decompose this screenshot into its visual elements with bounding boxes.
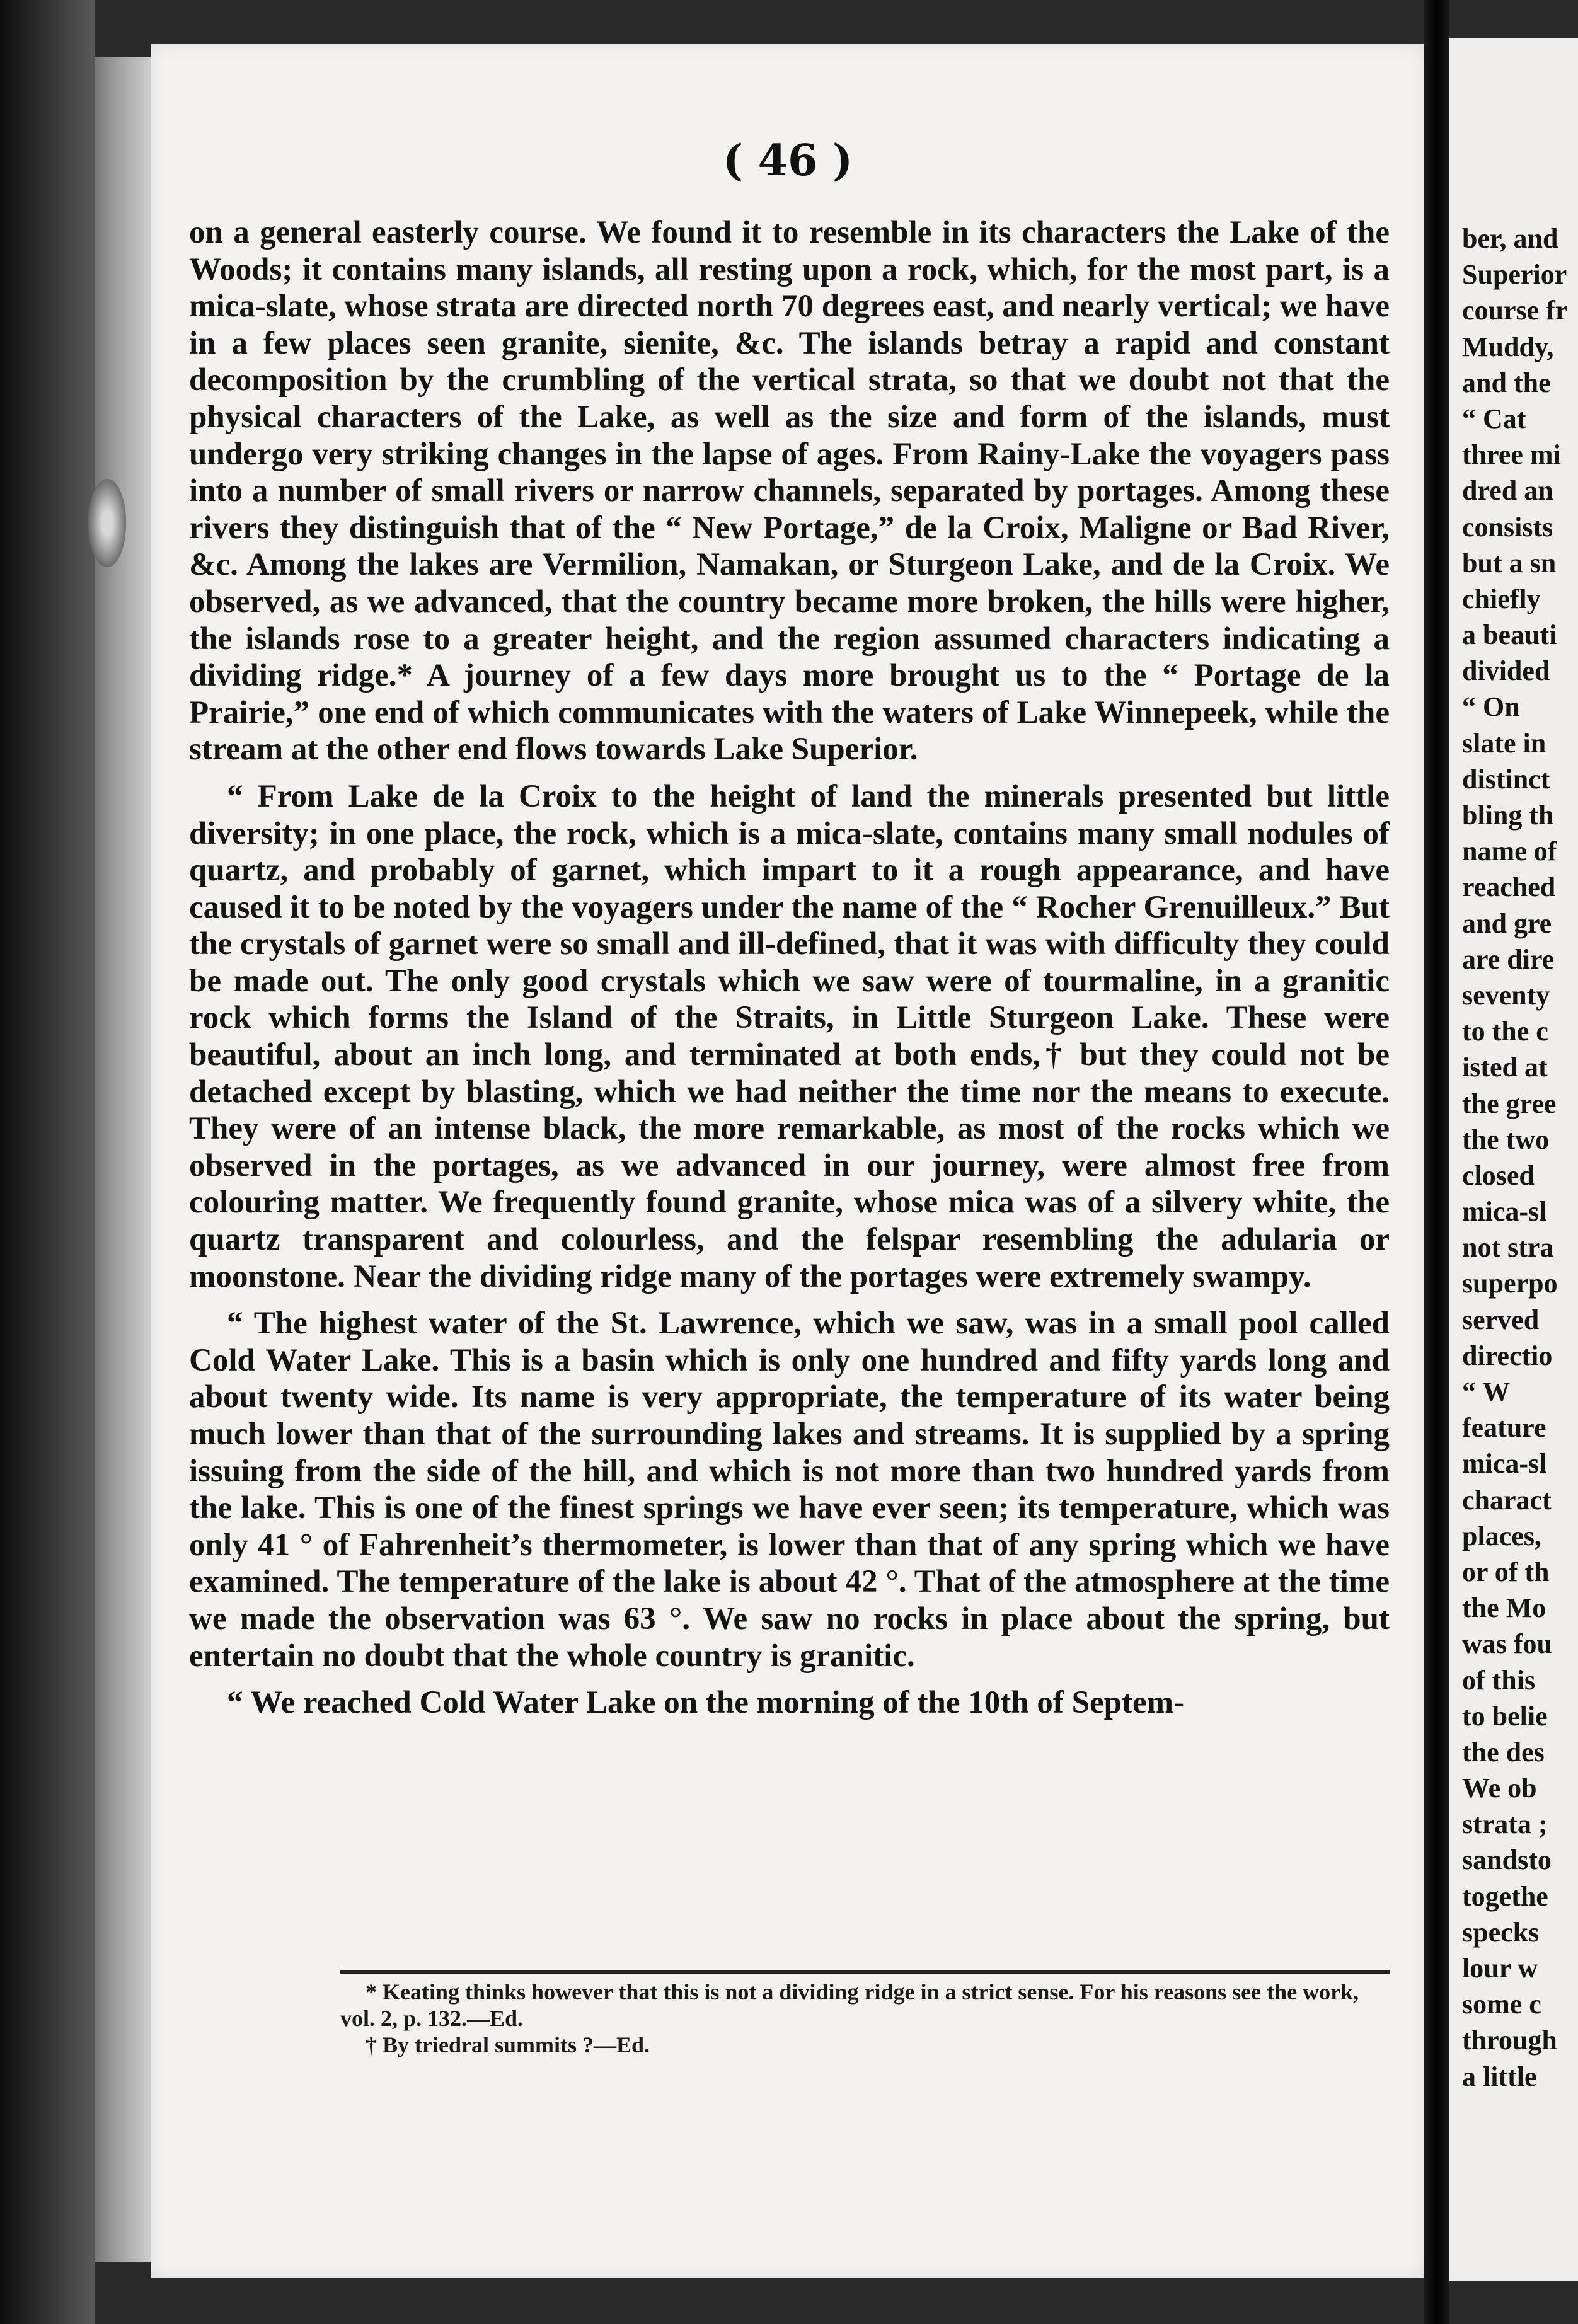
facing-page-line: isted at (1462, 1052, 1548, 1083)
facing-page-line: sandsto (1462, 1844, 1552, 1876)
facing-page-line: distinct (1462, 763, 1550, 795)
facing-page-line: the two (1462, 1124, 1550, 1155)
facing-page-text (1462, 221, 1578, 2095)
facing-page-line: Muddy, (1462, 331, 1554, 362)
book-gutter (1424, 0, 1449, 2324)
paragraph-3: “ The highest water of the St. Lawrence, which we saw, was in a small pool called Cold Water Lake. This is a basin which is only one hundred and fifty yards long and about twenty wide. Its name is very appropriate, the temperature of its water being much lower than that of the surrounding lakes and streams. It is supplied by a spring issuing from the side of the hill, and which is not more than two hundred yards from the lake. This is one of the finest springs we have ever seen; its temperature, which was only 41 ° of Fahrenheit’s thermometer, is lower than that of any spring which we have examined. The temperature of the lake is about 42 °. That of the atmosphere at the time we made the observation was 63 °. We saw no rocks in place about the spring, but entertain no doubt that the whole country is granitic. (189, 1306, 1390, 1674)
facing-page-line: superpo (1462, 1268, 1558, 1299)
facing-page-line: “ Cat (1462, 403, 1526, 434)
facing-page-line: are dire (1462, 943, 1555, 975)
facing-page-line: and gre (1462, 907, 1552, 939)
facing-page-line: and the (1462, 367, 1551, 398)
facing-page-line: chiefly (1462, 583, 1541, 614)
facing-page-line: not stra (1462, 1232, 1554, 1263)
facing-page-line: to the c (1462, 1016, 1548, 1047)
facing-page-line: to belie (1462, 1700, 1548, 1732)
facing-page-line: charact (1462, 1484, 1552, 1516)
facing-page-line: of this (1462, 1664, 1536, 1696)
facing-page-line: three mi (1462, 439, 1561, 471)
facing-page-line: was fou (1462, 1628, 1553, 1660)
facing-page-line: dred an (1462, 475, 1553, 507)
paragraph-4: “ We reached Cold Water Lake on the morning of the 10th of Septem- (227, 1685, 1185, 1721)
facing-page-line: mica-sl (1462, 1196, 1547, 1228)
footnote-2: † By triedral summits ?—Ed. (366, 2032, 650, 2057)
facing-page-line: closed (1462, 1159, 1535, 1191)
facing-page-line: togethe (1462, 1880, 1548, 1912)
facing-page-line: We ob (1462, 1773, 1537, 1804)
facing-page-line: places, (1462, 1520, 1541, 1551)
facing-page-line: feature (1462, 1412, 1546, 1444)
page-stack-edge (95, 57, 151, 2262)
book-binding-shadow (0, 0, 95, 2324)
facing-page-line: a beauti (1462, 619, 1557, 651)
facing-page-line: divided (1462, 655, 1550, 687)
facing-page-line: mica-sl (1462, 1448, 1547, 1480)
facing-page-line: some c (1462, 1989, 1541, 2020)
facing-page-line: “ W (1462, 1376, 1511, 1407)
facing-page-line: specks (1462, 1916, 1540, 1948)
facing-page-line: the Mo (1462, 1592, 1546, 1624)
facing-page-line: or of th (1462, 1556, 1550, 1587)
footnote-divider (340, 1970, 1390, 1974)
facing-page-line: ber, and (1462, 223, 1558, 254)
paragraph-1: on a general easterly course. We found it to resemble in its characters the Lake of the Woods; it contains many islands, all resting upon a rock, which, for the most part, is a mica-slate, whose strata are directed north 70 degrees east, and nearly vertical; we have in a few places seen granite, sienite, &c. The islands betray a rapid and constant decomposition by the crumbling of the vertical strata, so that we doubt not that the physical characters of the Lake, as well as the size and form of the islands, must undergo very striking changes in the lapse of ages. From Rainy-Lake the voyagers pass into a number of small rivers or narrow channels, separated by portages. Among these rivers they distinguish that of the “ New Portage,” de la Croix, Maligne or Bad River, &c. Among the lakes are Vermilion, Namakan, or Sturgeon Lake, and de la Croix. We observed, as we advanced, that the country became more broken, the hills were higher, the islands rose to a greater height, and the region assumed characters indicating a dividing ridge.* A journey of a few days more brought us to the “ Portage de la Prairie,” one end of which communicates with the waters of Lake Winnepeek, while the stream at the other end flows towards Lake Superior. (189, 215, 1390, 768)
facing-page-line: the des (1462, 1736, 1545, 1768)
facing-page-line: course fr (1462, 295, 1568, 326)
facing-page-line: slate in (1462, 727, 1546, 759)
page-number-header: ( 46 ) (722, 135, 853, 186)
footnotes (340, 1979, 1390, 2058)
facing-page-line: name of (1462, 836, 1557, 867)
binding-smudge (88, 479, 126, 567)
facing-page-line: bling th (1462, 800, 1554, 831)
facing-page-line: Superior (1462, 259, 1567, 290)
facing-page-line: strata ; (1462, 1809, 1548, 1840)
facing-page-line: “ On (1462, 691, 1520, 723)
facing-page-line: served (1462, 1304, 1540, 1335)
facing-page-line: the gree (1462, 1088, 1557, 1119)
facing-page-line: reached (1462, 872, 1556, 903)
footnote-1: * Keating thinks however that this is not a dividing ridge in a strict sense. For his reasons see the work, vol. 2, p. 132.—Ed. (340, 1979, 1359, 2031)
facing-page-line: lour w (1462, 1953, 1538, 1984)
paragraph-2: “ From Lake de la Croix to the height of land the minerals presented but little diversity; in one place, the rock, which is a mica-slate, contains many small nodules of quartz, and probably of garnet, which impart to it a rough appearance, and have caused it to be noted by the voyagers under the name of the “ Rocher Grenuilleux.” But the crystals of garnet were so small and ill-defined, that it was with difficulty they could be made out. The only good crystals which we saw were of tourmaline, in a granitic rock which forms the Island of the Straits, in Little Sturgeon Lake. These were beautiful, about an inch long, and terminated at both ends,† but they could not be detached except by blasting, which we had neither the time nor the means to execute. They were of an intense black, the more remarkable, as most of the rocks which we observed in the portages, as we advanced in our journey, were almost free from colouring matter. We frequently found granite, whose mica was of a silvery white, the quartz transparent and colourless, and the felspar resembling the adularia or moonstone. Near the dividing ridge many of the portages were extremely swampy. (189, 778, 1390, 1294)
main-text-block (189, 214, 1390, 1722)
facing-page-line: but a sn (1462, 547, 1557, 578)
facing-page-line: seventy (1462, 979, 1550, 1011)
facing-page (1449, 38, 1578, 2281)
facing-page-line: consists (1462, 511, 1553, 543)
facing-page-line: through (1462, 2025, 1557, 2056)
facing-page-line: a little (1462, 2061, 1537, 2092)
facing-page-line: directio (1462, 1340, 1553, 1371)
